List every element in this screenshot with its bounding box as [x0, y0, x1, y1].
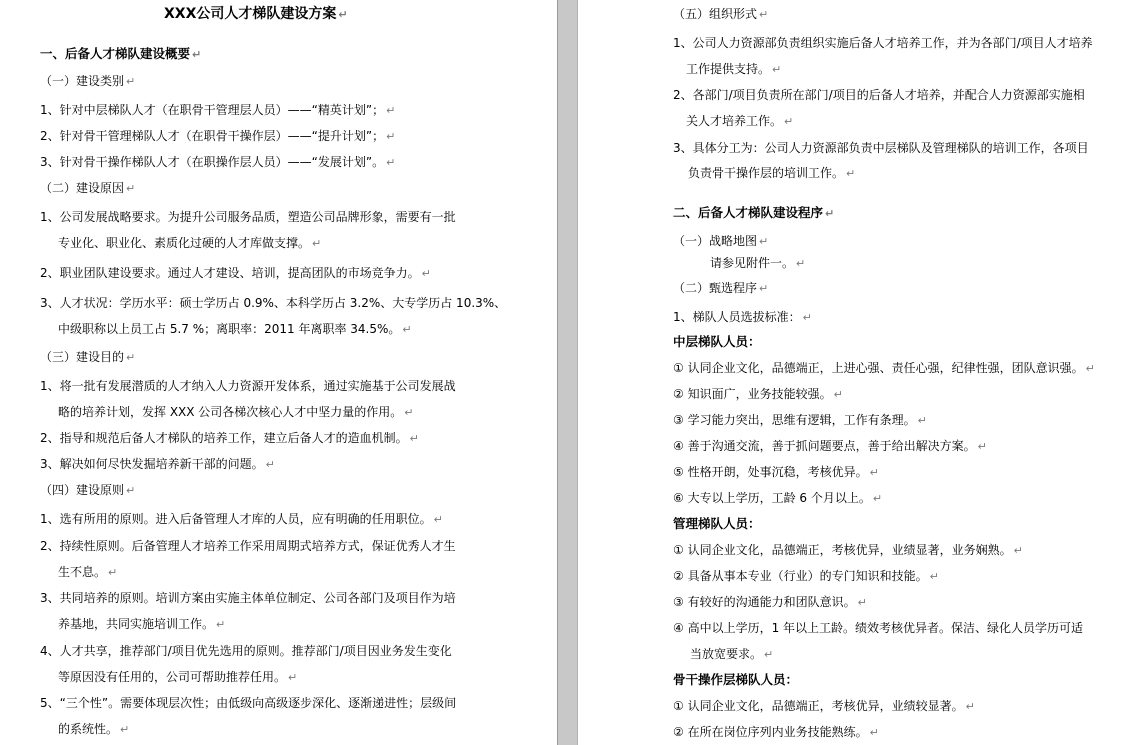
list-item: ③ 有较好的沟通能力和团队意识。 ↵	[673, 595, 867, 609]
group-heading: 管理梯队人员：	[673, 516, 761, 531]
paragraph-line: 2、各部门/项目负责所在部门/项目的后备人才培养，并配合人力资源部实施相	[673, 88, 1085, 102]
paragraph-line: 中级职称以上员工占 5.7 %；离职率：2011 年离职率 34.5%。 ↵	[58, 322, 412, 336]
paragraph-line: 等原因没有任用的，公司可帮助推荐任用。 ↵	[58, 670, 298, 684]
paragraph-line: 2、指导和规范后备人才梯队的培养工作，建立后备人才的造血机制。 ↵	[40, 431, 419, 445]
list-item: ② 在所在岗位序列内业务技能熟练。 ↵	[673, 725, 879, 739]
paragraph-line: 1、选有所用的原则。进入后备管理人才库的人员，应有明确的任用职位。 ↵	[40, 512, 443, 526]
paragraph-line: 关人才培养工作。 ↵	[686, 114, 794, 128]
list-item: ① 认同企业文化，品德端正，考核优异，业绩显著，业务娴熟。 ↵	[673, 543, 1023, 557]
paragraph-line: 1、公司人力资源部负责组织实施后备人才培养工作，并为各部门/项目人才培养	[673, 36, 1093, 50]
paragraph-line: 3、针对骨干操作梯队人才（在职操作层人员）——“发展计划”。 ↵	[40, 155, 396, 169]
list-item: ② 知识面广，业务技能较强。 ↵	[673, 387, 843, 401]
paragraph-line: 工作提供支持。 ↵	[686, 62, 782, 76]
paragraph-line: 1、将一批有发展潜质的人才纳入人力资源开发体系，通过实施基于公司发展战	[40, 379, 456, 393]
paragraph-line: 负责骨干操作层的培训工作。 ↵	[688, 166, 856, 180]
list-item: ③ 学习能力突出，思维有逻辑，工作有条理。 ↵	[673, 413, 927, 427]
paragraph-line: 3、解决如何尽快发掘培养新干部的问题。 ↵	[40, 457, 275, 471]
subsection-heading: （一）战略地图 ↵	[673, 234, 769, 248]
document-title: XXX公司人才梯队建设方案 ↵	[164, 6, 348, 22]
list-item: ② 具备从事本专业（行业）的专门知识和技能。 ↵	[673, 569, 939, 583]
paragraph-line: 4、人才共享，推荐部门/项目优先选用的原则。推荐部门/项目因业务发生变化	[40, 644, 452, 658]
list-item: ① 认同企业文化，品德端正，上进心强、责任心强，纪律性强，团队意识强。 ↵	[673, 361, 1095, 375]
paragraph-line: 1、针对中层梯队人才（在职骨干管理层人员）——“精英计划”； ↵	[40, 103, 396, 117]
section-heading: 一、后备人才梯队建设概要 ↵	[40, 46, 202, 61]
list-item-continuation: 当放宽要求。 ↵	[690, 647, 774, 661]
group-heading: 中层梯队人员：	[673, 334, 761, 349]
list-item: ④ 善于沟通交流，善于抓问题要点，善于给出解决方案。 ↵	[673, 439, 987, 453]
subsection-heading: （一）建设类别 ↵	[40, 74, 136, 88]
paragraph-line: 略的培养计划，发挥 XXX 公司各梯次核心人才中坚力量的作用。 ↵	[58, 405, 414, 419]
paragraph-line: 专业化、职业化、素质化过硬的人才库做支撑。 ↵	[58, 236, 322, 250]
paragraph-line: 3、共同培养的原则。培训方案由实施主体单位制定、公司各部门及项目作为培	[40, 591, 456, 605]
paragraph-line: 请参见附件一。 ↵	[710, 256, 806, 270]
subsection-heading: （二）建设原因 ↵	[40, 181, 136, 195]
paragraph-line: 2、针对骨干管理梯队人才（在职骨干操作层）——“提升计划”； ↵	[40, 129, 396, 143]
subsection-heading: （五）组织形式 ↵	[673, 7, 769, 21]
paragraph-line: 1、梯队人员选拔标准： ↵	[673, 310, 812, 324]
list-item: ⑥ 大专以上学历，工龄 6 个月以上。 ↵	[673, 491, 883, 505]
subsection-heading: （四）建设原则 ↵	[40, 483, 136, 497]
list-item: ⑤ 性格开朗，处事沉稳，考核优异。 ↵	[673, 465, 879, 479]
section-heading: 二、后备人才梯队建设程序 ↵	[673, 205, 835, 220]
subsection-heading: （二）甄选程序 ↵	[673, 281, 769, 295]
paragraph-line: 2、职业团队建设要求。通过人才建设、培训，提高团队的市场竞争力。 ↵	[40, 266, 431, 280]
paragraph-line: 养基地，共同实施培训工作。 ↵	[58, 617, 226, 631]
paragraph-line: 生不息。 ↵	[58, 565, 118, 579]
document-page-right	[578, 0, 1146, 745]
paragraph-line: 5、“三个性”。需要体现层次性；由低级向高级逐步深化、逐渐递进性；层级间	[40, 696, 457, 710]
paragraph-line: 2、持续性原则。后备管理人才培养工作采用周期式培养方式，保证优秀人才生	[40, 539, 456, 553]
list-item: ④ 高中以上学历，1 年以上工龄。绩效考核优异者。保洁、绿化人员学历可适	[673, 621, 1084, 635]
paragraph-line: 的系统性。 ↵	[58, 722, 130, 736]
document-page-left	[0, 0, 557, 745]
subsection-heading: （三）建设目的 ↵	[40, 350, 136, 364]
paragraph-line: 1、公司发展战略要求。为提升公司服务品质，塑造公司品牌形象，需要有一批	[40, 210, 456, 224]
group-heading: 骨干操作层梯队人员：	[673, 672, 799, 687]
paragraph-line: 3、具体分工为：公司人力资源部负责中层梯队及管理梯队的培训工作，各项目	[673, 141, 1089, 155]
paragraph-line: 3、人才状况：学历水平：硕士学历占 0.9%、本科学历占 3.2%、大专学历占 10.3%、	[40, 296, 507, 310]
page-gutter	[557, 0, 578, 745]
list-item: ① 认同企业文化，品德端正，考核优异，业绩较显著。 ↵	[673, 699, 975, 713]
